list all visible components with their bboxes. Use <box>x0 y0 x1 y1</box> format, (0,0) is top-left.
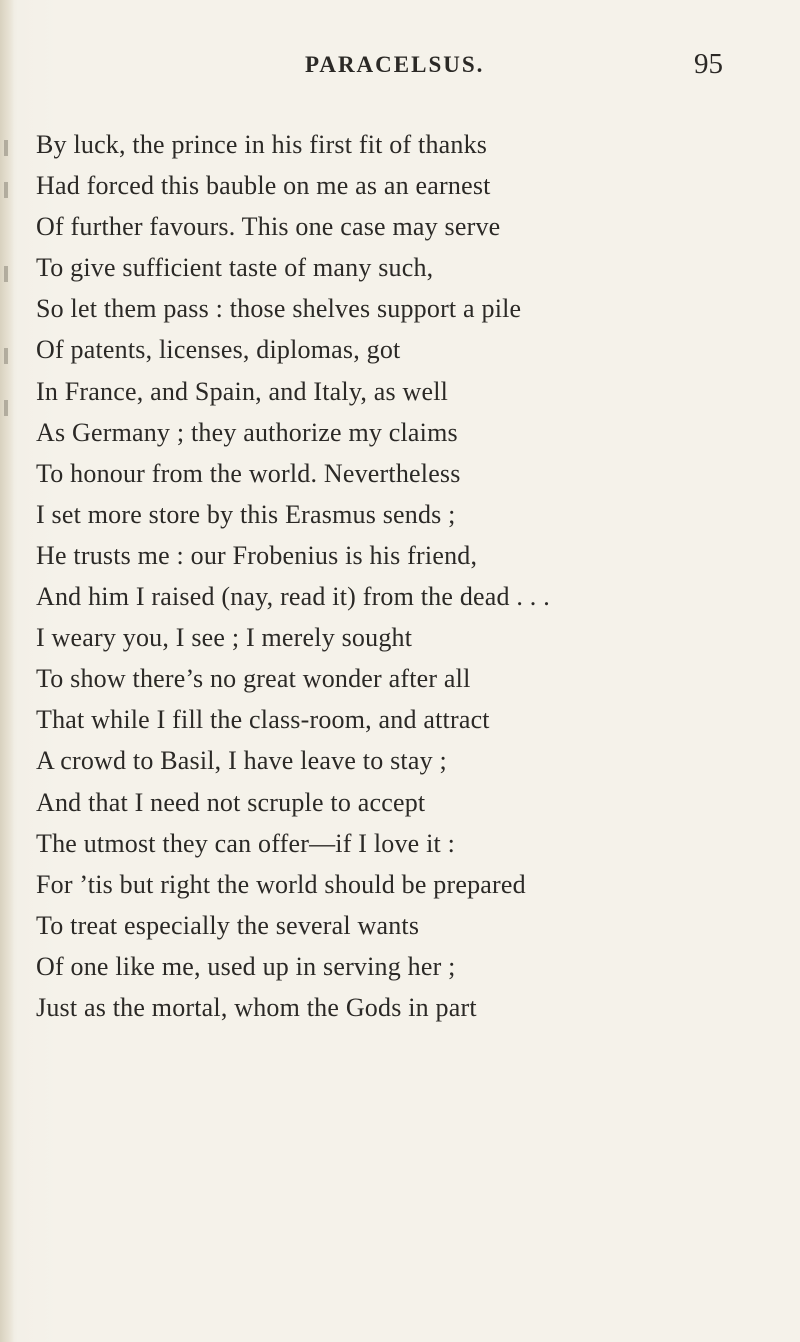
poem-line: The utmost they can offer—if I love it : <box>36 828 456 858</box>
poem-line: To give sufficient taste of many such, <box>36 253 434 283</box>
poem-line: To show there’s no great wonder after all <box>36 664 471 694</box>
gutter-mark <box>4 140 8 156</box>
poem-line: A crowd to Basil, I have leave to stay ; <box>36 746 447 776</box>
poem-line: By luck, the prince in his first fit of thanks <box>36 130 488 159</box>
page-gutter <box>0 0 14 1342</box>
poem-line: And that I need not scruple to accept <box>36 787 426 817</box>
gutter-mark <box>4 266 8 282</box>
poem-line: Just as the mortal, whom the Gods in part <box>36 992 477 1022</box>
poem-line: To honour from the world. Nevertheless <box>36 458 461 488</box>
poem-line: Of one like me, used up in serving her ; <box>36 951 456 981</box>
poem-line: And him I raised (nay, read it) from the dead . . . <box>36 582 550 612</box>
poem-line: As Germany ; they authorize my claims <box>36 417 458 447</box>
page-number: 95 <box>694 48 723 80</box>
running-head: PARACELSUS. <box>305 52 485 77</box>
poem-line: I set more store by this Erasmus sends ; <box>36 499 456 529</box>
page-header <box>0 48 800 88</box>
gutter-mark <box>4 400 8 416</box>
poem-line: So let them pass : those shelves support a pile <box>36 294 522 324</box>
gutter-mark <box>4 348 8 364</box>
poem-text <box>36 124 776 1028</box>
poem-line: He trusts me : our Frobenius is his friend, <box>36 540 478 570</box>
gutter-mark <box>4 182 8 198</box>
poem-line: That while I fill the class-room, and attract <box>36 705 490 735</box>
poem-line: For ’tis but right the world should be prepared <box>36 869 526 899</box>
poem-line: I weary you, I see ; I merely sought <box>36 623 413 653</box>
poem-line: To treat especially the several wants <box>36 910 420 940</box>
poem-line: Had forced this bauble on me as an earnest <box>36 171 491 201</box>
poem-line: Of patents, licenses, diplomas, got <box>36 335 401 365</box>
poem-line: In France, and Spain, and Italy, as well <box>36 376 449 406</box>
poem-line: Of further favours. This one case may serve <box>36 212 501 242</box>
